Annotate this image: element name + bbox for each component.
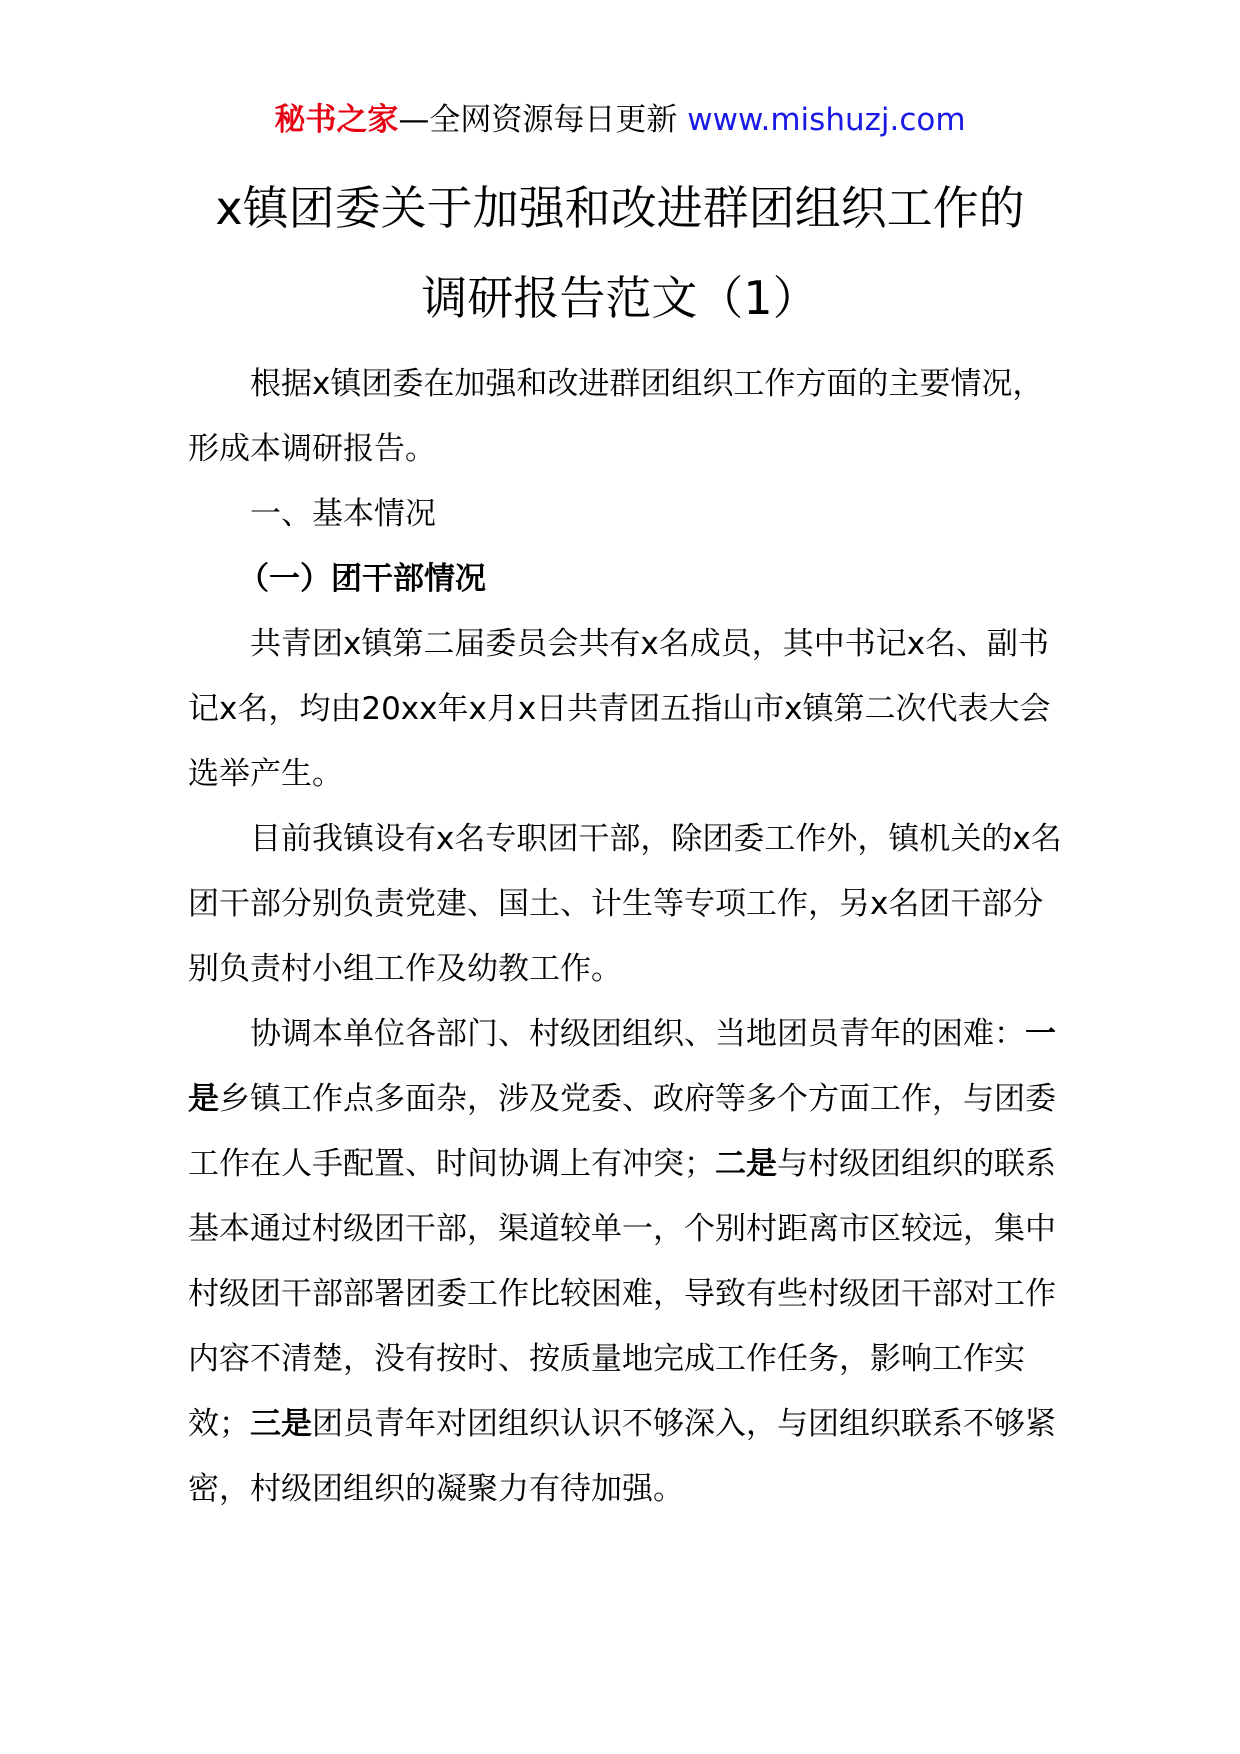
point-3-text: 团员青年对团组织认识不够深入，与团组织联系不够紧密，村级团组织的凝聚力有待加强。 [188,1406,1056,1507]
paragraph-committee-members: 共青团x镇第二届委员会共有x名成员，其中书记x名、副书记x名，均由20xx年x月x日共青团五指山市x镇第二次代表大会选举产生。 [188,626,1051,792]
intro-paragraph: 根据x镇团委在加强和改进群团组织工作方面的主要情况，形成本调研报告。 [188,366,1044,467]
header-tagline: —全网资源每日更新 [398,102,688,138]
paragraph-difficulties [188,1002,1063,1522]
section-heading: 一、基本情况 [250,496,436,532]
brand-name: 秘书之家 [274,102,399,138]
point-1-label: 一是 [188,1016,1056,1117]
document-title-line-1: x镇团委关于加强和改进群团组织工作的 [215,181,1025,235]
point-3-label: 三是 [250,1406,312,1442]
site-link[interactable]: www.mishuzj.com [687,102,966,138]
difficulties-lead: 协调本单位各部门、村级团组织、当地团员青年的困难： [250,1016,1025,1052]
document-title-line-2: 调研报告范文（1） [421,271,819,325]
subsection-heading: （一）团干部情况 [238,561,486,597]
paragraph-cadre-staffing: 目前我镇设有x名专职团干部，除团委工作外，镇机关的x名团干部分别负责党建、国土、计生等专项工作，另x名团干部分别负责村小组工作及幼教工作。 [188,821,1062,987]
header-banner [0,100,1240,140]
point-2-text: 与村级团组织的联系基本通过村级团干部，渠道较单一，个别村距离市区较远，集中村级团干部部署团委工作比较困难，导致有些村级团干部对工作内容不清楚，没有按时、按质量地完成工作任务，影响工作实效； [188,1146,1056,1442]
point-2-label: 二是 [715,1146,777,1182]
point-1-text: 乡镇工作点多面杂，涉及党委、政府等多个方面工作，与团委工作在人手配置、时间协调上有冲突； [188,1081,1056,1182]
